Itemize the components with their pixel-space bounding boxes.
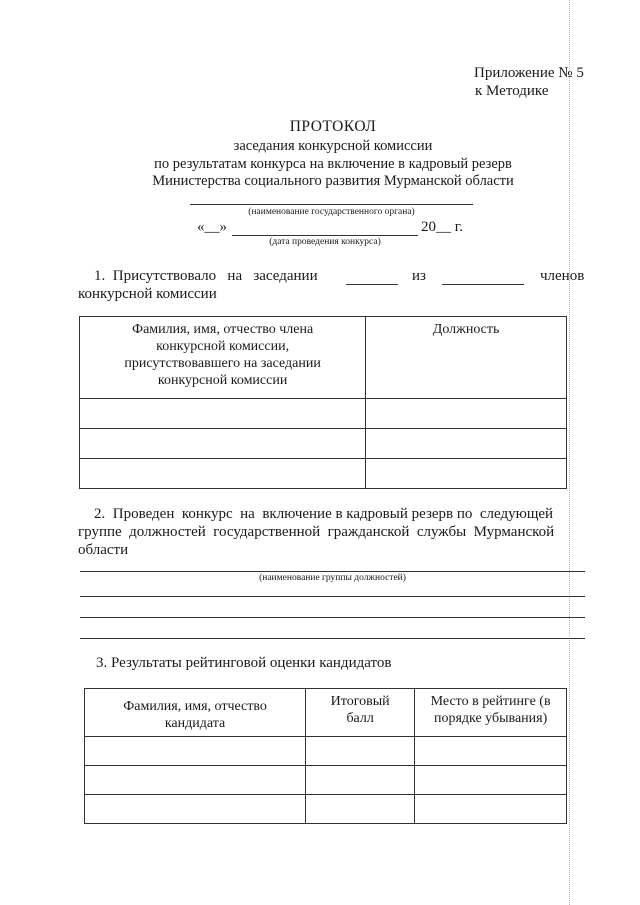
ratings-col-name-header: Фамилия, имя, отчество кандидата xyxy=(85,689,306,737)
table-cell[interactable] xyxy=(80,399,366,429)
org-name-line xyxy=(190,204,473,205)
subtitle-line-2: по результатам конкурса на включение в кадровый резерв xyxy=(154,156,512,172)
section1-text-b: конкурсной комиссии xyxy=(78,286,217,302)
table-cell[interactable] xyxy=(85,766,306,795)
table-cell[interactable] xyxy=(85,795,306,824)
table-cell[interactable] xyxy=(415,795,567,824)
table-cell[interactable] xyxy=(80,459,366,489)
subtitle-line-1: заседания конкурсной комиссии xyxy=(233,138,433,154)
table-cell[interactable] xyxy=(366,459,567,489)
section2-line-3: области xyxy=(78,542,129,558)
ratings-table xyxy=(84,688,567,824)
table-cell[interactable] xyxy=(366,399,567,429)
table-cell[interactable] xyxy=(80,429,366,459)
section1-text-members: членов xyxy=(540,268,585,284)
table-cell[interactable] xyxy=(306,766,415,795)
section1-text-from: из xyxy=(412,268,426,284)
table-row xyxy=(85,766,567,795)
date-day: «__» xyxy=(197,219,227,235)
blank-line xyxy=(80,596,585,597)
blank-line xyxy=(80,638,585,639)
section3-heading: 3. Результаты рейтинговой оценки кандидатов xyxy=(96,655,392,671)
table-cell[interactable] xyxy=(85,737,306,766)
section1-total-blank xyxy=(442,284,524,285)
document-title: ПРОТОКОЛ xyxy=(289,118,377,135)
date-caption: (дата проведения конкурса) xyxy=(269,237,381,247)
members-table-header xyxy=(80,317,567,399)
table-row xyxy=(80,399,567,429)
table-cell[interactable] xyxy=(306,737,415,766)
section2-line-2: группе должностей государственной гражданской службы Мурманской xyxy=(78,524,555,540)
group-name-caption: (наименование группы должностей) xyxy=(259,573,406,583)
appendix-reference xyxy=(474,64,584,100)
subtitle-line-3: Министерства социального развития Мурманской области xyxy=(152,173,514,189)
table-row xyxy=(80,459,567,489)
section1-present-blank xyxy=(346,284,398,285)
org-name-caption: (наименование государственного органа) xyxy=(248,207,415,217)
table-cell[interactable] xyxy=(366,429,567,459)
blank-line xyxy=(80,617,585,618)
ratings-table-header xyxy=(85,689,567,737)
members-table xyxy=(79,316,567,489)
table-row xyxy=(85,737,567,766)
table-cell[interactable] xyxy=(415,766,567,795)
ratings-col-rank-header: Место в рейтинге (в порядке убывания) xyxy=(415,689,567,737)
section2-line-1: 2. Проведен конкурс на включение в кадровый резерв по следующей xyxy=(94,506,554,522)
group-name-line xyxy=(80,571,585,572)
date-year: 20__ г. xyxy=(421,219,463,235)
appendix-method: к Методике xyxy=(475,83,549,99)
table-row xyxy=(80,429,567,459)
date-line xyxy=(232,235,418,236)
section1-text-a: 1. Присутствовало на заседании xyxy=(94,268,318,284)
members-col-position-header: Должность xyxy=(366,317,567,399)
members-col-name-header: Фамилия, имя, отчество члена конкурсной комиссии, присутствовавшего на заседании конкурсной комиссии xyxy=(80,317,366,399)
table-row xyxy=(85,795,567,824)
ratings-col-score-header: Итоговый балл xyxy=(306,689,415,737)
table-cell[interactable] xyxy=(306,795,415,824)
table-cell[interactable] xyxy=(415,737,567,766)
appendix-number: Приложение № 5 xyxy=(474,65,584,81)
